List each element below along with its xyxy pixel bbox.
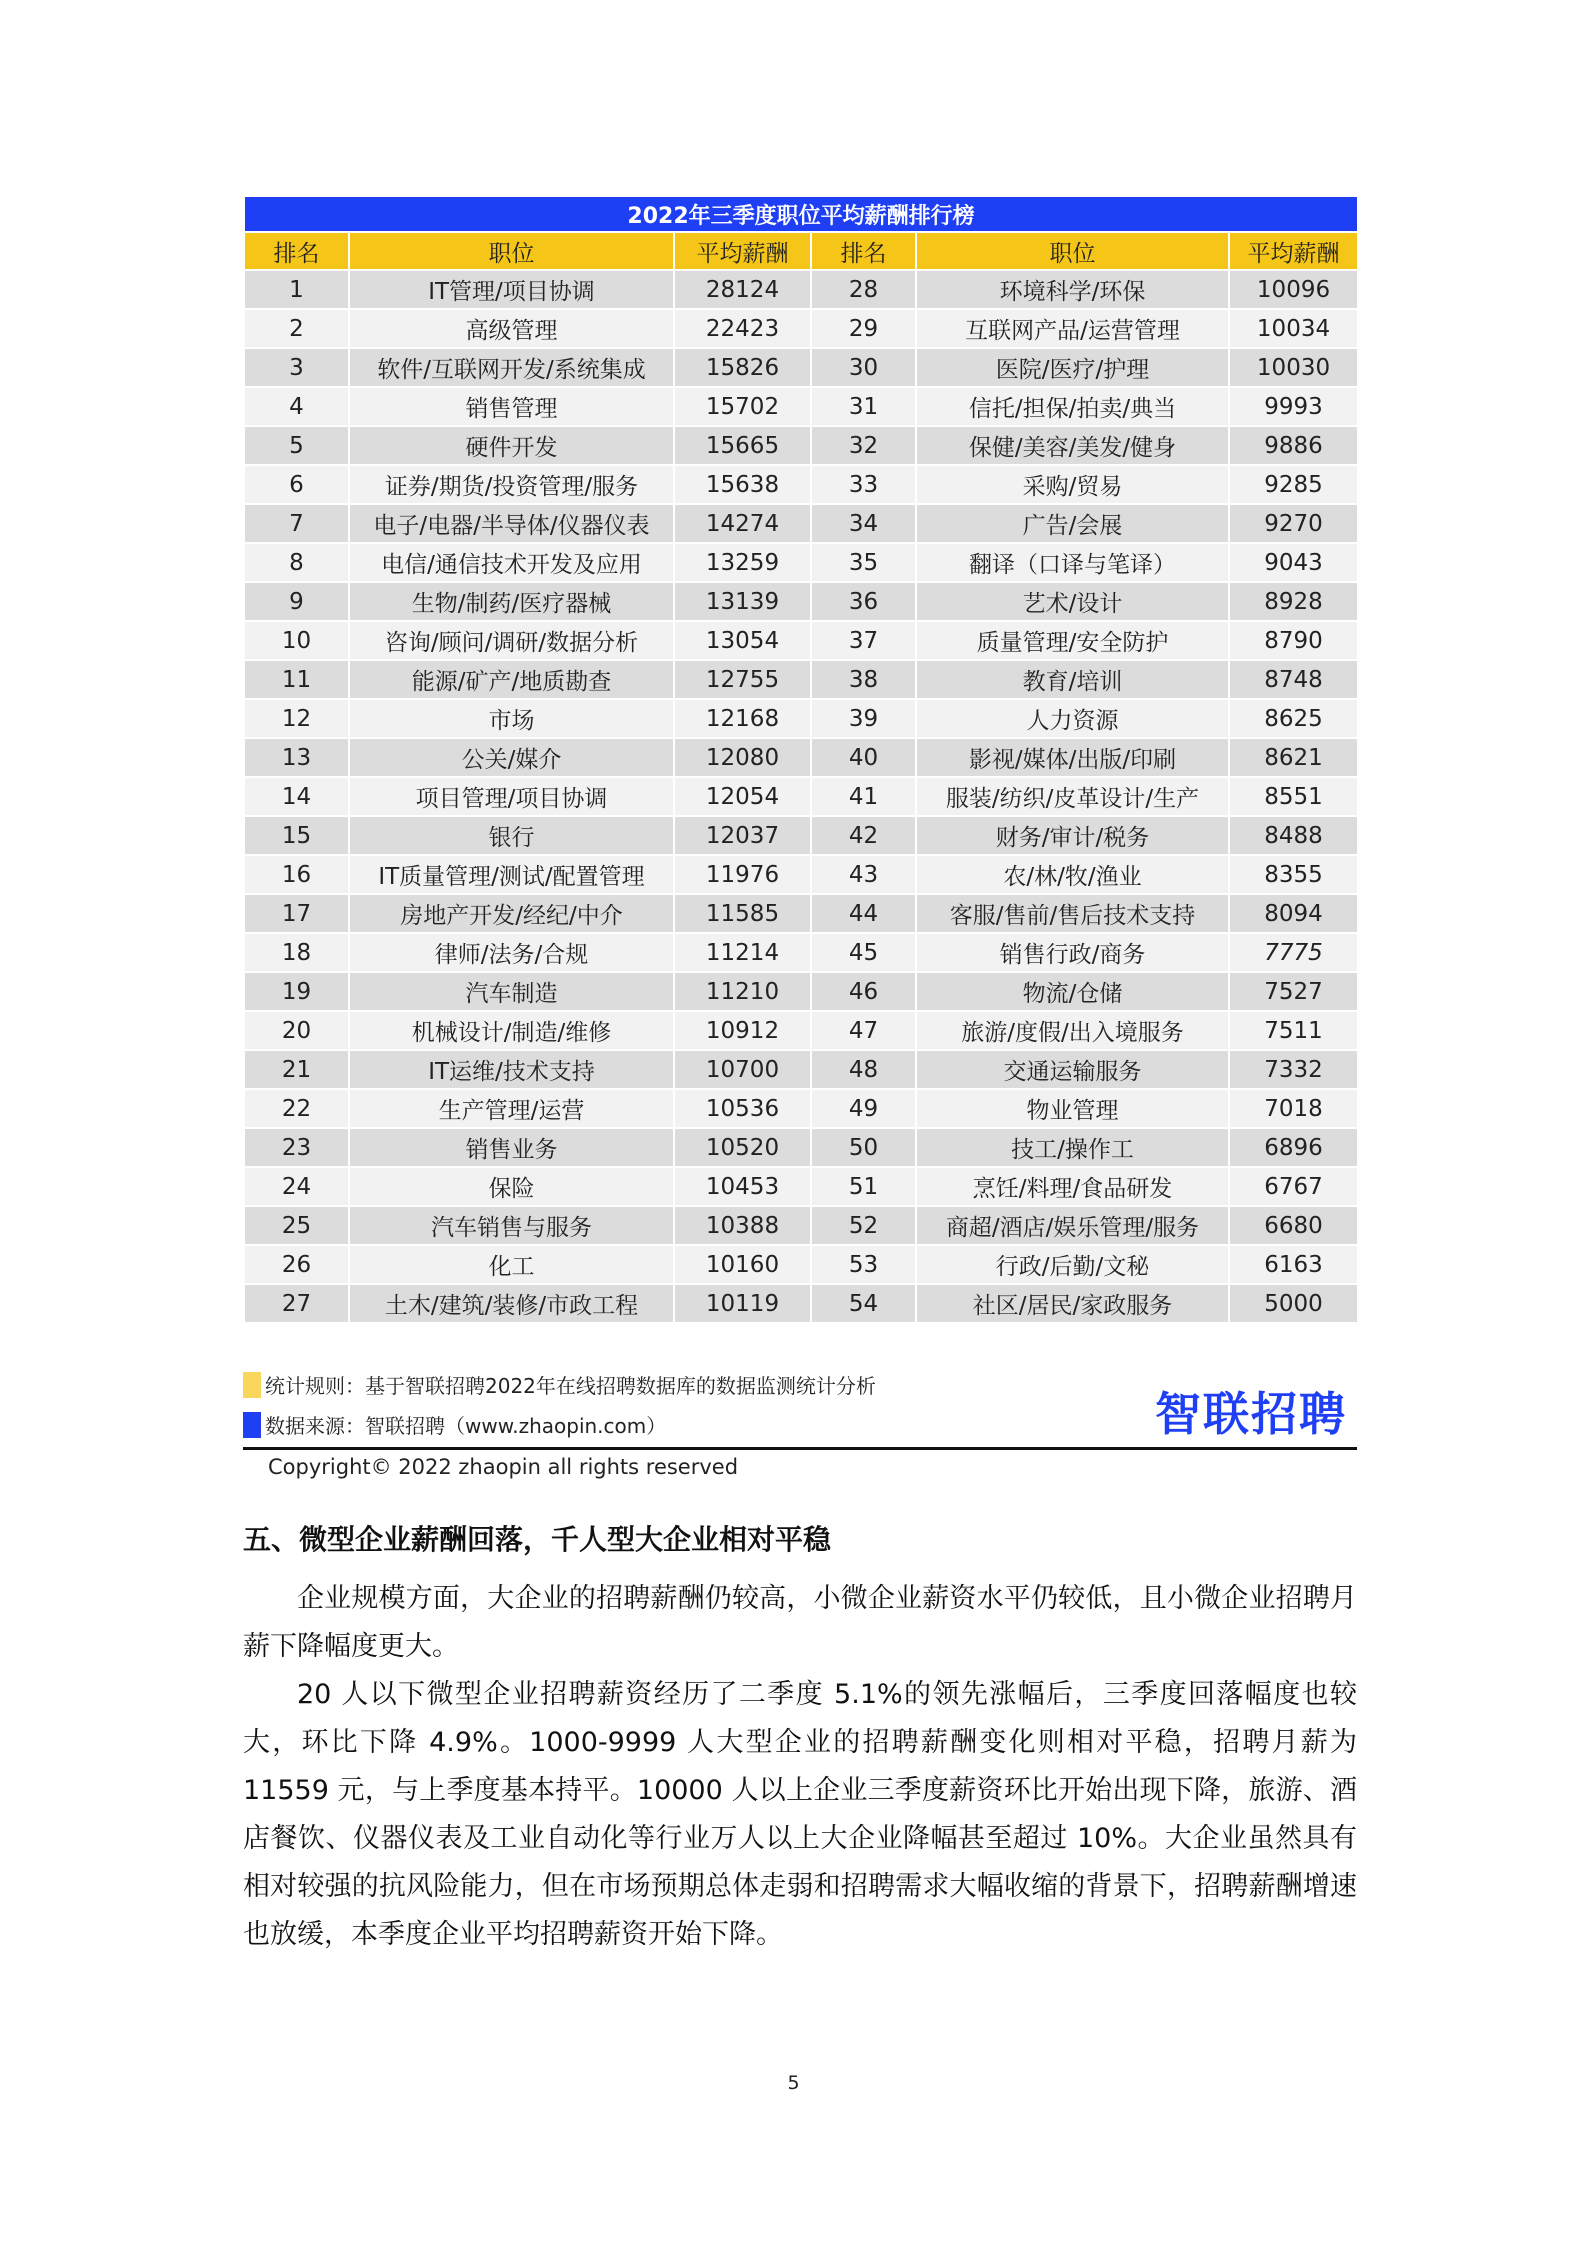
table-row xyxy=(244,543,1358,582)
position-cell: 财务/审计/税务 xyxy=(916,816,1229,855)
position-cell: 电信/通信技术开发及应用 xyxy=(349,543,674,582)
position-cell: 销售管理 xyxy=(349,387,674,426)
rank-cell: 25 xyxy=(244,1206,349,1245)
rank-cell: 9 xyxy=(244,582,349,621)
position-cell: 销售行政/商务 xyxy=(916,933,1229,972)
salary-cell: 10034 xyxy=(1229,309,1358,348)
table-row xyxy=(244,894,1358,933)
rank-cell: 16 xyxy=(244,855,349,894)
position-cell: 房地产开发/经纪/中介 xyxy=(349,894,674,933)
rank-cell: 14 xyxy=(244,777,349,816)
salary-cell: 9993 xyxy=(1229,387,1358,426)
position-cell: 汽车制造 xyxy=(349,972,674,1011)
salary-cell: 8488 xyxy=(1229,816,1358,855)
salary-cell: 6896 xyxy=(1229,1128,1358,1167)
salary-cell: 10536 xyxy=(674,1089,811,1128)
table-row xyxy=(244,1011,1358,1050)
rank-cell: 13 xyxy=(244,738,349,777)
table-header-row xyxy=(244,232,1358,270)
salary-cell: 12037 xyxy=(674,816,811,855)
header-rank: 排名 xyxy=(244,232,349,270)
table-row xyxy=(244,1167,1358,1206)
salary-cell: 8094 xyxy=(1229,894,1358,933)
table-row xyxy=(244,699,1358,738)
table-row xyxy=(244,972,1358,1011)
rank-cell: 53 xyxy=(811,1245,916,1284)
rank-cell: 32 xyxy=(811,426,916,465)
position-cell: 质量管理/安全防护 xyxy=(916,621,1229,660)
salary-cell: 22423 xyxy=(674,309,811,348)
salary-cell: 6767 xyxy=(1229,1167,1358,1206)
position-cell: 公关/媒介 xyxy=(349,738,674,777)
table-row xyxy=(244,309,1358,348)
position-cell: 艺术/设计 xyxy=(916,582,1229,621)
position-cell: 采购/贸易 xyxy=(916,465,1229,504)
yellow-square-icon xyxy=(243,1372,261,1398)
position-cell: 翻译（口译与笔译） xyxy=(916,543,1229,582)
rank-cell: 11 xyxy=(244,660,349,699)
salary-cell: 6163 xyxy=(1229,1245,1358,1284)
rank-cell: 1 xyxy=(244,270,349,309)
rank-cell: 23 xyxy=(244,1128,349,1167)
table-row xyxy=(244,582,1358,621)
rank-cell: 33 xyxy=(811,465,916,504)
salary-cell: 9043 xyxy=(1229,543,1358,582)
salary-cell: 11976 xyxy=(674,855,811,894)
position-cell: 物流/仓储 xyxy=(916,972,1229,1011)
salary-cell: 11214 xyxy=(674,933,811,972)
position-cell: 信托/担保/拍卖/典当 xyxy=(916,387,1229,426)
table-row xyxy=(244,1050,1358,1089)
salary-cell: 8928 xyxy=(1229,582,1358,621)
salary-cell: 10453 xyxy=(674,1167,811,1206)
position-cell: 软件/互联网开发/系统集成 xyxy=(349,348,674,387)
salary-cell: 10096 xyxy=(1229,270,1358,309)
stat-rule-note xyxy=(243,1370,876,1399)
position-cell: 机械设计/制造/维修 xyxy=(349,1011,674,1050)
position-cell: 环境科学/环保 xyxy=(916,270,1229,309)
position-cell: 物业管理 xyxy=(916,1089,1229,1128)
rank-cell: 12 xyxy=(244,699,349,738)
rank-cell: 41 xyxy=(811,777,916,816)
rank-cell: 30 xyxy=(811,348,916,387)
position-cell: 技工/操作工 xyxy=(916,1128,1229,1167)
salary-cell: 9285 xyxy=(1229,465,1358,504)
position-cell: 生物/制药/医疗器械 xyxy=(349,582,674,621)
rank-cell: 20 xyxy=(244,1011,349,1050)
paragraph: 20 人以下微型企业招聘薪资经历了二季度 5.1%的领先涨幅后，三季度回落幅度也较大，环比下降 4.9%。1000-9999 人大型企业的招聘薪酬变化则相对平稳，招聘月薪为 11559 元，与上季度基本持平。10000 人以上企业三季度薪资环比开始出现下降，旅游、酒店餐饮、仪器仪表及工业自动化等行业万人以上大企业降幅甚至超过 10%。大企业虽然具有相对较强的抗风险能力，但在市场预期总体走弱和招聘需求大幅收缩的背景下，招聘薪酬增速也放缓，本季度企业平均招聘薪资开始下降。 xyxy=(243,1679,1357,1950)
table-row xyxy=(244,1284,1358,1323)
position-cell: 客服/售前/售后技术支持 xyxy=(916,894,1229,933)
position-cell: 服装/纺织/皮革设计/生产 xyxy=(916,777,1229,816)
rank-cell: 40 xyxy=(811,738,916,777)
salary-cell: 7511 xyxy=(1229,1011,1358,1050)
rank-cell: 54 xyxy=(811,1284,916,1323)
rank-cell: 43 xyxy=(811,855,916,894)
position-cell: 商超/酒店/娱乐管理/服务 xyxy=(916,1206,1229,1245)
position-cell: 医院/医疗/护理 xyxy=(916,348,1229,387)
salary-ranking-table xyxy=(243,195,1359,1324)
rank-cell: 17 xyxy=(244,894,349,933)
position-cell: 硬件开发 xyxy=(349,426,674,465)
rank-cell: 44 xyxy=(811,894,916,933)
position-cell: 能源/矿产/地质勘查 xyxy=(349,660,674,699)
rank-cell: 52 xyxy=(811,1206,916,1245)
table-row xyxy=(244,1245,1358,1284)
salary-cell: 13259 xyxy=(674,543,811,582)
position-cell: 社区/居民/家政服务 xyxy=(916,1284,1229,1323)
salary-cell: 9270 xyxy=(1229,504,1358,543)
salary-cell: 28124 xyxy=(674,270,811,309)
position-cell: 高级管理 xyxy=(349,309,674,348)
salary-cell: 10160 xyxy=(674,1245,811,1284)
position-cell: 行政/后勤/文秘 xyxy=(916,1245,1229,1284)
rank-cell: 50 xyxy=(811,1128,916,1167)
rank-cell: 4 xyxy=(244,387,349,426)
rank-cell: 27 xyxy=(244,1284,349,1323)
table-row xyxy=(244,777,1358,816)
salary-cell: 10388 xyxy=(674,1206,811,1245)
rank-cell: 19 xyxy=(244,972,349,1011)
position-cell: 生产管理/运营 xyxy=(349,1089,674,1128)
table-row xyxy=(244,504,1358,543)
table-row xyxy=(244,933,1358,972)
position-cell: 保健/美容/美发/健身 xyxy=(916,426,1229,465)
position-cell: 汽车销售与服务 xyxy=(349,1206,674,1245)
rank-cell: 45 xyxy=(811,933,916,972)
salary-cell: 13139 xyxy=(674,582,811,621)
stat-rule-text: 统计规则：基于智联招聘2022年在线招聘数据库的数据监测统计分析 xyxy=(265,1374,876,1398)
position-cell: 影视/媒体/出版/印刷 xyxy=(916,738,1229,777)
table-row xyxy=(244,1128,1358,1167)
rank-cell: 35 xyxy=(811,543,916,582)
position-cell: 交通运输服务 xyxy=(916,1050,1229,1089)
salary-cell: 12755 xyxy=(674,660,811,699)
position-cell: 烹饪/料理/食品研发 xyxy=(916,1167,1229,1206)
salary-cell: 8748 xyxy=(1229,660,1358,699)
rank-cell: 34 xyxy=(811,504,916,543)
position-cell: 咨询/顾问/调研/数据分析 xyxy=(349,621,674,660)
salary-cell: 12080 xyxy=(674,738,811,777)
salary-cell: 8625 xyxy=(1229,699,1358,738)
salary-cell: 6680 xyxy=(1229,1206,1358,1245)
position-cell: 销售业务 xyxy=(349,1128,674,1167)
salary-cell: 11210 xyxy=(674,972,811,1011)
table-row xyxy=(244,621,1358,660)
rank-cell: 24 xyxy=(244,1167,349,1206)
position-cell: 项目管理/项目协调 xyxy=(349,777,674,816)
position-cell: 律师/法务/合规 xyxy=(349,933,674,972)
position-cell: IT运维/技术支持 xyxy=(349,1050,674,1089)
salary-cell: 8355 xyxy=(1229,855,1358,894)
rank-cell: 28 xyxy=(811,270,916,309)
copyright: Copyright© 2022 zhaopin all rights reserved xyxy=(268,1455,739,1479)
rank-cell: 5 xyxy=(244,426,349,465)
salary-cell: 12054 xyxy=(674,777,811,816)
rank-cell: 15 xyxy=(244,816,349,855)
salary-cell: 13054 xyxy=(674,621,811,660)
table-row xyxy=(244,270,1358,309)
salary-cell: 8621 xyxy=(1229,738,1358,777)
salary-cell: 15826 xyxy=(674,348,811,387)
salary-cell: 10700 xyxy=(674,1050,811,1089)
position-cell: 电子/电器/半导体/仪器仪表 xyxy=(349,504,674,543)
table-row xyxy=(244,348,1358,387)
rank-cell: 47 xyxy=(811,1011,916,1050)
rank-cell: 48 xyxy=(811,1050,916,1089)
rank-cell: 31 xyxy=(811,387,916,426)
rank-cell: 18 xyxy=(244,933,349,972)
salary-cell: 11585 xyxy=(674,894,811,933)
salary-cell: 15638 xyxy=(674,465,811,504)
position-cell: 旅游/度假/出入境服务 xyxy=(916,1011,1229,1050)
section-body xyxy=(243,1575,1357,1959)
table-row xyxy=(244,738,1358,777)
salary-cell: 7018 xyxy=(1229,1089,1358,1128)
rank-cell: 21 xyxy=(244,1050,349,1089)
rank-cell: 10 xyxy=(244,621,349,660)
header-salary: 平均薪酬 xyxy=(674,232,811,270)
salary-cell: 15702 xyxy=(674,387,811,426)
blue-square-icon xyxy=(243,1412,261,1438)
rank-cell: 2 xyxy=(244,309,349,348)
rank-cell: 39 xyxy=(811,699,916,738)
position-cell: 保险 xyxy=(349,1167,674,1206)
salary-cell: 9886 xyxy=(1229,426,1358,465)
divider xyxy=(243,1447,1357,1450)
salary-cell: 10119 xyxy=(674,1284,811,1323)
salary-cell: 10912 xyxy=(674,1011,811,1050)
table-row xyxy=(244,660,1358,699)
position-cell: 化工 xyxy=(349,1245,674,1284)
salary-cell: 5000 xyxy=(1229,1284,1358,1323)
position-cell: 人力资源 xyxy=(916,699,1229,738)
salary-cell: 10030 xyxy=(1229,348,1358,387)
salary-cell: 7527 xyxy=(1229,972,1358,1011)
position-cell: 广告/会展 xyxy=(916,504,1229,543)
salary-cell: 10520 xyxy=(674,1128,811,1167)
data-source-note xyxy=(243,1410,666,1439)
position-cell: 证券/期货/投资管理/服务 xyxy=(349,465,674,504)
salary-cell: 12168 xyxy=(674,699,811,738)
table-row xyxy=(244,426,1358,465)
position-cell: 农/林/牧/渔业 xyxy=(916,855,1229,894)
rank-cell: 6 xyxy=(244,465,349,504)
salary-cell: 7332 xyxy=(1229,1050,1358,1089)
position-cell: 市场 xyxy=(349,699,674,738)
page-number: 5 xyxy=(787,2072,800,2094)
position-cell: 互联网产品/运营管理 xyxy=(916,309,1229,348)
position-cell: 教育/培训 xyxy=(916,660,1229,699)
table-row xyxy=(244,1206,1358,1245)
rank-cell: 8 xyxy=(244,543,349,582)
salary-cell: 8551 xyxy=(1229,777,1358,816)
section-heading: 五、微型企业薪酬回落，千人型大企业相对平稳 xyxy=(243,1523,832,1556)
rank-cell: 51 xyxy=(811,1167,916,1206)
rank-cell: 42 xyxy=(811,816,916,855)
position-cell: 银行 xyxy=(349,816,674,855)
rank-cell: 49 xyxy=(811,1089,916,1128)
header-position: 职位 xyxy=(349,232,674,270)
rank-cell: 37 xyxy=(811,621,916,660)
table-row xyxy=(244,816,1358,855)
position-cell: IT管理/项目协调 xyxy=(349,270,674,309)
rank-cell: 38 xyxy=(811,660,916,699)
rank-cell: 46 xyxy=(811,972,916,1011)
table-title: 2022年三季度职位平均薪酬排行榜 xyxy=(244,196,1358,232)
header-rank: 排名 xyxy=(811,232,916,270)
table-row xyxy=(244,1089,1358,1128)
data-source-text: 数据来源：智联招聘（www.zhaopin.com） xyxy=(265,1414,667,1438)
table-row xyxy=(244,855,1358,894)
position-cell: 土木/建筑/装修/市政工程 xyxy=(349,1284,674,1323)
salary-cell: 15665 xyxy=(674,426,811,465)
salary-cell: 7775 xyxy=(1229,933,1358,972)
rank-cell: 26 xyxy=(244,1245,349,1284)
rank-cell: 29 xyxy=(811,309,916,348)
paragraph: 企业规模方面，大企业的招聘薪酬仍较高，小微企业薪资水平仍较低，且小微企业招聘月薪下降幅度更大。 xyxy=(243,1583,1357,1662)
table-row xyxy=(244,387,1358,426)
position-cell: IT质量管理/测试/配置管理 xyxy=(349,855,674,894)
salary-cell: 8790 xyxy=(1229,621,1358,660)
rank-cell: 7 xyxy=(244,504,349,543)
table-row xyxy=(244,465,1358,504)
header-salary: 平均薪酬 xyxy=(1229,232,1358,270)
rank-cell: 22 xyxy=(244,1089,349,1128)
zhaopin-logo: 智联招聘 xyxy=(1155,1387,1347,1441)
salary-cell: 14274 xyxy=(674,504,811,543)
header-position: 职位 xyxy=(916,232,1229,270)
rank-cell: 36 xyxy=(811,582,916,621)
rank-cell: 3 xyxy=(244,348,349,387)
